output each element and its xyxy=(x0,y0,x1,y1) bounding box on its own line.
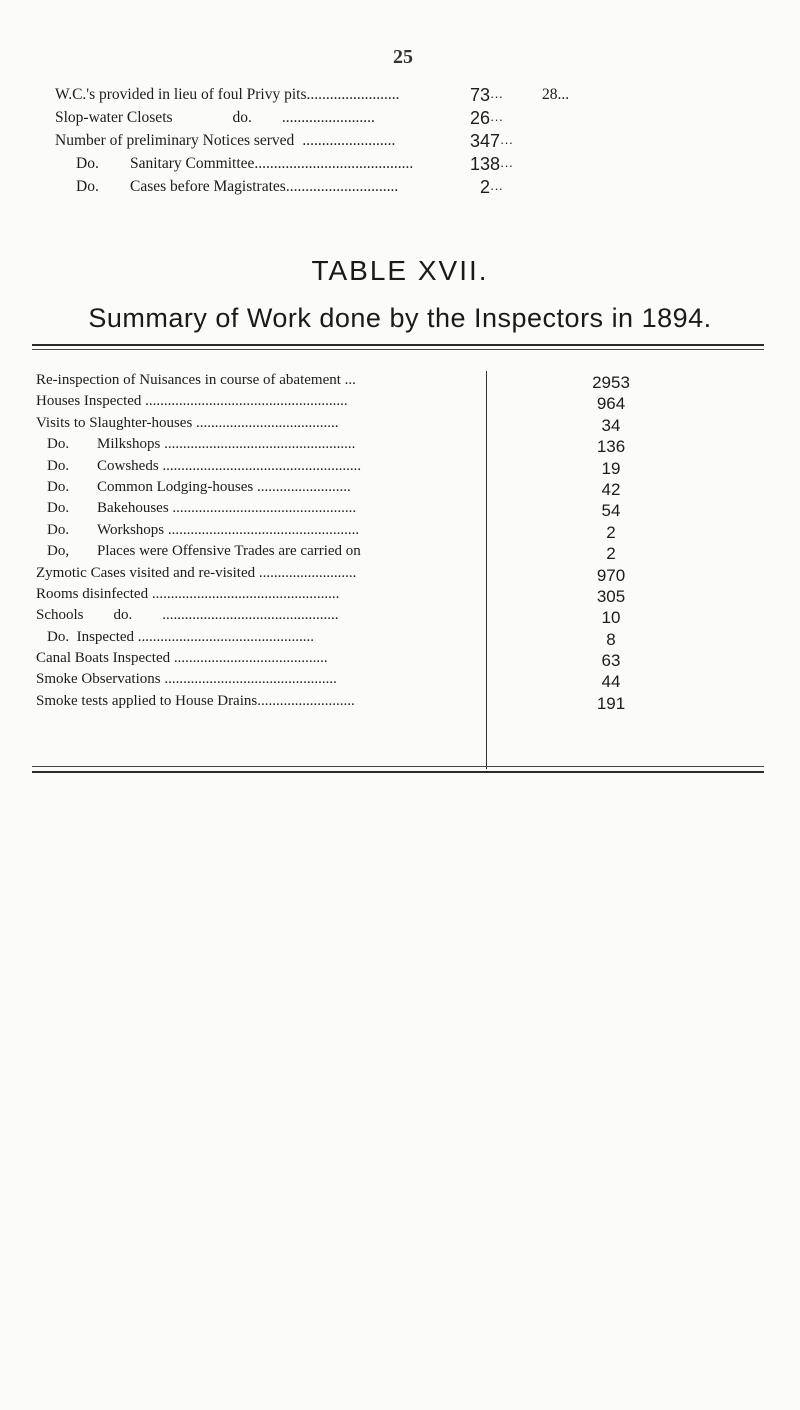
table-row xyxy=(36,565,766,586)
ditto-label: Do. xyxy=(47,521,70,538)
table-row xyxy=(36,522,766,543)
row-label: Workshops ................................................... xyxy=(97,521,360,538)
leader-dots: ........................ xyxy=(281,109,375,126)
row-label: Bakehouses ................................................. xyxy=(97,500,357,517)
table-subtitle: Summary of Work done by the Inspectors in 1894. xyxy=(88,303,712,333)
row-label: Smoke tests applied to House Drains.......................... xyxy=(36,692,355,709)
row-value: 54 xyxy=(601,501,621,521)
ditto-label: Do, xyxy=(47,543,70,560)
summary-table xyxy=(36,372,766,714)
table-bottom-rule-outer xyxy=(32,771,764,773)
table-title: TABLE XVII. xyxy=(311,255,489,286)
top-list xyxy=(55,86,755,201)
item-value: 26··· xyxy=(470,108,504,128)
row-value: 34 xyxy=(601,415,621,435)
page-number: 25 xyxy=(393,46,413,68)
ditto-label: Do. xyxy=(47,436,70,453)
row-label: Places were Offensive Trades are carried on xyxy=(97,543,361,560)
leader-dots: ........................ xyxy=(306,86,400,103)
item-label: Cases before Magistrates xyxy=(130,178,286,195)
row-label: Cowsheds ..................................................... xyxy=(97,457,362,474)
row-label: Rooms disinfected .................................................. xyxy=(36,585,340,602)
item-label: Sanitary Committee xyxy=(130,155,255,172)
row-label: Schools do. ............................................... xyxy=(36,607,339,624)
ditto-label: Do. xyxy=(47,500,70,517)
table-row xyxy=(36,650,766,671)
item-value: 2··· xyxy=(480,177,504,197)
table-row xyxy=(36,458,766,479)
row-value: 19 xyxy=(601,458,621,478)
ditto-label: Do. xyxy=(76,178,99,195)
table-top-rule xyxy=(32,344,764,346)
ditto-label: Do. xyxy=(76,155,99,172)
item-label: Number of preliminary Notices served xyxy=(55,132,295,149)
list-item xyxy=(55,178,755,201)
list-item xyxy=(55,155,755,178)
table-row xyxy=(36,607,766,628)
ditto-label: do. xyxy=(232,109,252,126)
table-row xyxy=(36,500,766,521)
row-label: Milkshops ................................................... xyxy=(97,436,356,453)
leader-dots: ........................ xyxy=(302,132,396,149)
row-value: 136 xyxy=(596,437,626,457)
row-value: 42 xyxy=(601,479,621,499)
row-value: 2 xyxy=(606,522,616,542)
leader-dots: ............................. xyxy=(285,178,399,195)
table-top-rule-inner xyxy=(32,349,764,350)
table-bottom-rule xyxy=(32,766,764,767)
item-value: 347··· xyxy=(470,131,514,151)
table-row xyxy=(36,479,766,500)
row-value: 305 xyxy=(596,586,626,606)
leader-dots: ......................................... xyxy=(254,155,414,172)
row-value: 10 xyxy=(601,608,621,628)
row-label: Canal Boats Inspected ......................................... xyxy=(36,650,328,667)
row-label: Houses Inspected ...................................................... xyxy=(36,393,348,410)
row-label: Do. Inspected ............................................... xyxy=(47,628,315,645)
table-row xyxy=(36,586,766,607)
item-value: 138··· xyxy=(470,154,514,174)
table-row xyxy=(36,693,766,714)
ditto-label: Do. xyxy=(47,478,70,495)
table-row xyxy=(36,629,766,650)
item-label: Slop-water Closets xyxy=(55,109,173,126)
row-label: Re-inspection of Nuisances in course of abatement ... xyxy=(36,372,356,388)
table-row xyxy=(36,372,766,393)
row-value: 44 xyxy=(601,672,621,692)
row-value: 63 xyxy=(601,651,621,671)
table-row xyxy=(36,415,766,436)
table-row xyxy=(36,393,766,414)
row-label: Zymotic Cases visited and re-visited .......................... xyxy=(36,564,357,581)
row-value: 2 xyxy=(606,544,616,564)
row-value: 964 xyxy=(596,394,626,414)
table-row xyxy=(36,671,766,692)
table-row xyxy=(36,436,766,457)
row-label: Smoke Observations .............................................. xyxy=(36,671,337,688)
row-label: Visits to Slaughter-houses ...................................... xyxy=(36,414,339,431)
table-row xyxy=(36,543,766,564)
list-item xyxy=(55,109,755,132)
list-item xyxy=(55,132,755,155)
item-value: 73··· xyxy=(470,85,504,105)
row-value: 970 xyxy=(596,565,626,585)
row-label: Common Lodging-houses ......................... xyxy=(97,478,351,495)
ditto-label: Do. xyxy=(47,457,70,474)
list-item xyxy=(55,86,755,109)
extra-value: 28... xyxy=(542,86,570,103)
item-label: W.C.'s provided in lieu of foul Privy pits xyxy=(55,86,307,103)
row-value: 2953 xyxy=(592,373,630,392)
row-value: 191 xyxy=(596,693,626,713)
row-value: 8 xyxy=(606,629,616,649)
